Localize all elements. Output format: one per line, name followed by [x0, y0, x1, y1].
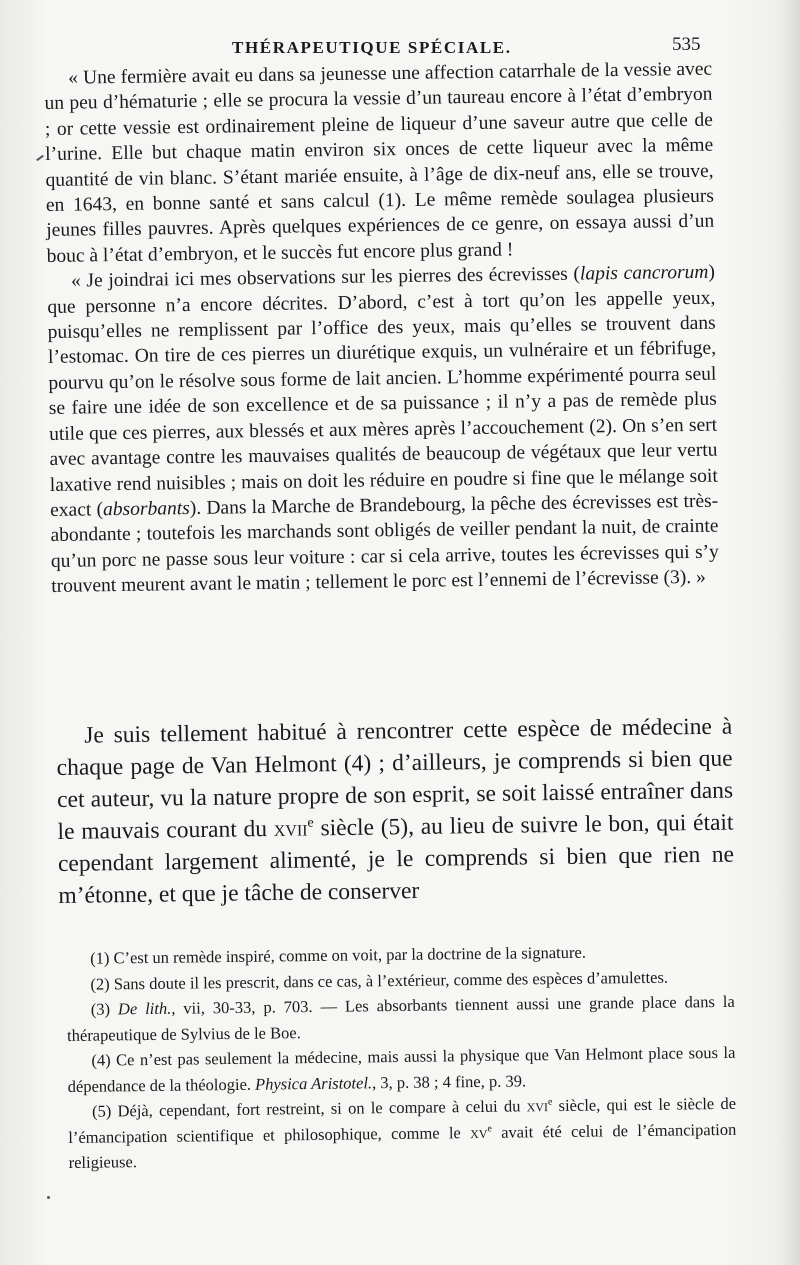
running-head: THÉRAPEUTIQUE SPÉCIALE.	[232, 38, 512, 57]
text-run: (4) Ce n’est pas seulement la médecine, mais aussi la physique que Van Helmont place sous la dépendance de la théologie.	[67, 1042, 736, 1096]
text-run: avait été celui de l’émancipation religieuse.	[68, 1119, 737, 1172]
text-run: (5) Déjà, cependant, fort restreint, si on le compare à celui du	[91, 1096, 527, 1121]
footnote-2: (2) Sans doute il les prescrit, dans ce cas, à l’extérieur, comme des espèces d’amulettes.	[90, 967, 669, 994]
text-run: Je suis tellement habitué à rencontrer cette espèce de médecine à chaque page de Van Helmont (4) ; d’ailleurs, je comprends si bien que cet auteur, vu la nature propre de son esprit, se soit laissé entraîner dans le mauvais courant du	[56, 713, 734, 845]
superscript: e	[487, 1122, 492, 1134]
footnote-4	[67, 1040, 736, 1099]
page-number: 535	[672, 34, 701, 55]
superscript: e	[307, 814, 314, 831]
text-run: « Je joindrai ici mes observations sur les pierres des écrevisses (	[70, 263, 581, 292]
text-run: (3)	[90, 999, 119, 1019]
work-title: Physica Aristotel.	[254, 1072, 373, 1094]
text-run: ) que personne n’a encore décrites. D’abord, c’est à tort qu’on les appelle yeux, puisqu’elles ne remplissent par l’office des yeux, mais qu’elles se trouvent dans l’estomac. On tire de ces pierres un diurétique exquis, un vulnéraire et un fébrifuge, pourvu qu’on le résolve sous forme de lait ancien. L’homme expérimenté pourra seul se faire une idée de son excellence et de sa puissance ; il n’y a pas de remède plus utile que ces pierres, aux blessés et aux mères après l’accouchement (2). On s’en sert avec avantage contre les mauvaises qualités de beaucoup de végétaux que leur vertu laxative rend nuisibles ; mais on doit les réduire en poudre si fine que le mélange soit exact (	[47, 261, 718, 521]
text-run: , vii, 30-33, p. 703. — Les absorbants tiennent aussi une grande place dans la thérapeutique de Sylvius de le Boe.	[66, 991, 735, 1045]
quoted-passage	[44, 57, 719, 600]
text-run: siècle, qui est le siècle de l’émancipation scientifique et philosophique, comme le	[68, 1093, 737, 1147]
century-numeral: xv	[469, 1122, 488, 1142]
term-absorbants: absorbants	[102, 497, 190, 521]
gutter-shadow	[778, 0, 800, 1265]
main-text	[56, 711, 735, 912]
footnotes	[66, 938, 737, 1176]
latin-term-lapis-cancrorum: lapis cancrorum	[579, 261, 709, 285]
margin-mark	[36, 155, 44, 161]
quoted-paragraph-1: « Une fermière avait eu dans sa jeunesse une affection catarrhale de la vessie avec un peu d’hématurie ; elle se procura la vessie d’un taureau encore à l’état d’embryon ; or cette vessie est ordinairement pleine de liqueur d’une saveur autre que celle de l’urine. Elle but chaque matin environ six onces de cette liqueur avec la même quantité de vin blanc. S’étant mariée ensuite, à l’âge de dix-neuf ans, elle se trouve, en 1643, en bonne santé et sans calcul (1). Le même remède soulagea plusieurs jeunes filles pauvres. Après quelques expériences de ce genre, on essaya aussi d’un bouc à l’état d’embryon, et le succès fut encore plus grand !	[44, 58, 715, 267]
margin-dot	[47, 1196, 50, 1199]
footnote-1: (1) C’est un remède inspiré, comme on voit, par la doctrine de la signature.	[90, 942, 586, 968]
footnote-5	[68, 1091, 737, 1176]
superscript: e	[547, 1096, 553, 1108]
work-title: De lith.	[117, 998, 172, 1019]
text-run: ). Dans la Marche de Brandebourg, la pêche des écrevisses est très-abondante ; toutefois les marchands sont obligés de veiller pendant la nuit, de crainte qu’un porc ne passe sous leur voiture : car si cela arrive, toutes les écrevisses qui s’y trouvent meurent avant le matin ; tellement le porc est l’ennemi de l’écrevisse (3). »	[50, 490, 719, 598]
text-run: , 3, p. 38 ; 4 fine, p. 39.	[371, 1070, 527, 1092]
century-numeral: xvi	[526, 1096, 549, 1116]
quoted-paragraph-2	[47, 260, 720, 600]
century-numeral: xvii	[273, 815, 308, 842]
main-paragraph	[56, 711, 735, 912]
footnote-3	[67, 989, 736, 1048]
text-run: siècle (5), au lieu de suivre le bon, qui était cependant largement alimenté, je le comprends si bien que rien ne m’étonne, et que je tâche de conserver	[57, 809, 735, 909]
